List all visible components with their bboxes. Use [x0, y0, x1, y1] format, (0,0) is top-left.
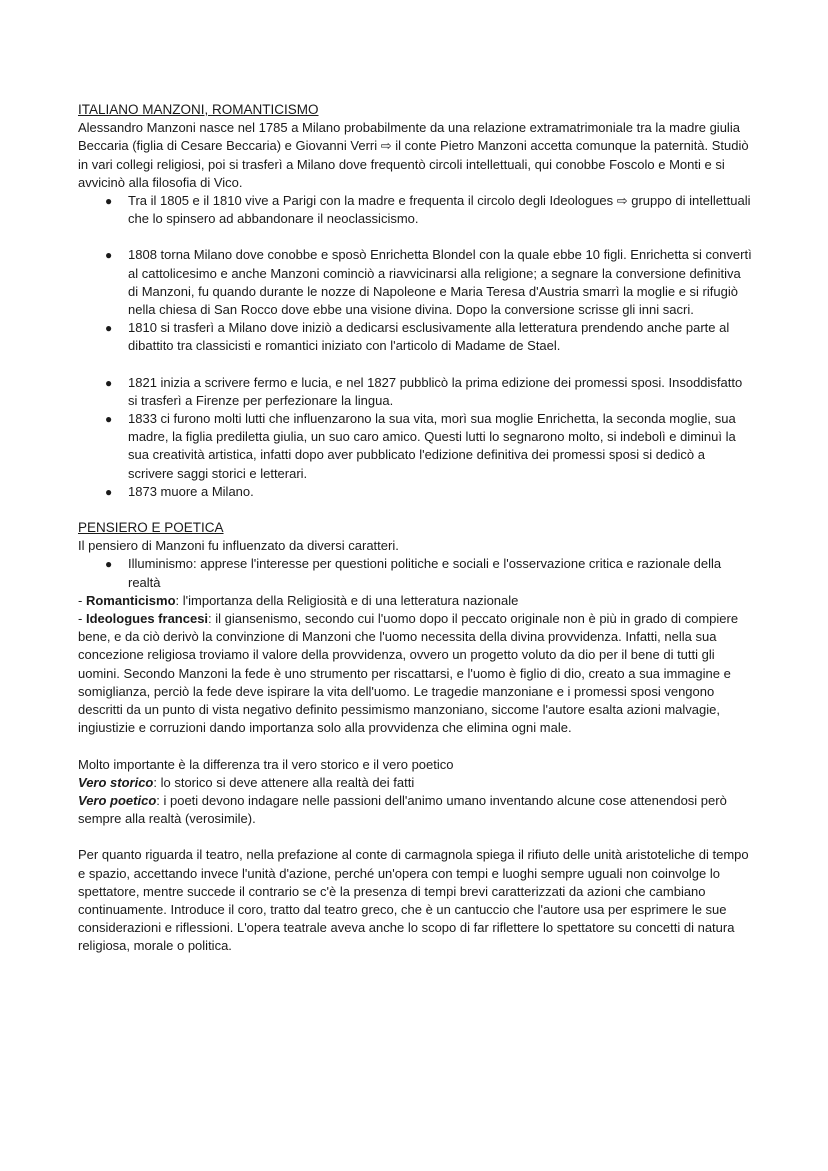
bio-list-3	[78, 374, 754, 501]
list-item: ● Tra il 1805 e il 1810 vive a Parigi con la madre e frequenta il circolo degli Ideologues ⇨ gruppo di intellettuali che lo spinsero ad abbandonare il neoclassicismo.	[105, 193, 751, 227]
bio-list-1	[78, 192, 754, 228]
vero-intro: Molto importante è la differenza tra il vero storico e il vero poetico	[78, 756, 454, 772]
vero-poetico-line: Vero poetico: i poeti devono indagare nelle passioni dell'animo umano inventando alcune cose attenendosi però sempre alla realtà (verosimile).	[78, 792, 727, 827]
influence-list	[78, 555, 754, 591]
bullet-icon: ●	[105, 321, 113, 336]
bullet-icon: ●	[105, 194, 113, 209]
list-item: ● 1873 muore a Milano.	[78, 483, 754, 501]
bullet-icon: ●	[105, 248, 113, 263]
list-item: ● 1821 inizia a scrivere fermo e lucia, e nel 1827 pubblicò la prima edizione dei promessi sposi. Insoddisfatto si trasferì a Firenze per perfezionare la lingua.	[105, 374, 743, 408]
list-item: ● 1833 ci furono molti lutti che influenzarono la sua vita, morì sua moglie Enrichetta, la seconda moglie, sua madre, la figlia prediletta giulia, un suo caro amico. Questi lutti lo segnarono molto, si indebolì e diminuì la sua creatività artistica, infatti dopo aver pubblicato l'edizione definitiva dei promessi sposi si dedicò a scrivere saggi storici e letterari.	[105, 411, 736, 481]
page-title: ITALIANO MANZONI, ROMANTICISMO	[78, 102, 319, 117]
romanticismo-line: - Romanticismo: l'importanza della Religiosità e di una letteratura nazionale	[78, 592, 519, 608]
list-item: ● 1808 torna Milano dove conobbe e sposò Enrichetta Blondel con la quale ebbe 10 figli. Enrichetta si convertì al cattolicesimo e anche Manzoni cominciò a riavvicinarsi alla religione; a segnare la conversione definitiva di Manzoni, fu quando durante le nozze di Napoleone e Maria Teresa d'Austria smarrì la moglie e si rifugiò nella chiesa di San Rocco dove ebbe una visione divina. Dopo la conversione scrisse gli inni sacri.	[105, 247, 752, 318]
bullet-icon: ●	[105, 375, 113, 390]
bullet-icon: ●	[105, 557, 113, 572]
ideologues-paragraph: - Ideologues francesi: il giansenismo, secondo cui l'uomo dopo il peccato originale non è più in grado di compiere bene, e da ciò derivò la convinzione di Manzoni che l'uomo necessita della divina provvidenza. Infatti, nella sua concezione religiosa troviamo il valore della provvidenza, ovvero un progetto voluto da dio per il bene di tutti gli uomini. Secondo Manzoni la fede è uno strumento per riscattarsi, e l'uomo è figlio di dio, creato a sua immagine e somiglianza, perciò la fede deve ispirare la vita dell'uomo. Le tragedie manzoniane e i promessi sposi vengono descritti da un punto di vista negativo definito pessimismo manzoniano, siccome l'autore esalta azioni malvagie, ingiustizie e corruzioni dando importanza solo alla provvidenza che elimina ogni male.	[78, 611, 739, 736]
document-body	[78, 101, 754, 956]
bullet-icon: ●	[105, 412, 113, 427]
teatro-paragraph: Per quanto riguarda il teatro, nella prefazione al conte di carmagnola spiega il rifiuto delle unità aristoteliche di tempo e spazio, accettando invece l'unità d'azione, perché un'opera con tempi e luoghi sempre uguali non coinvolge lo spettatore, mentre succede il contrario se c'è la presenza di tempi brevi caratterizzati da azioni che cambiano continuamente. Introduce il coro, tratto dal teatro greco, che è un cantuccio che l'autore usa per esprimere le sue considerazioni e riflessioni. L'opera teatrale aveva anche lo scopo di far riflettere lo spettatore su concetti di natura religiosa, morale o politica.	[78, 847, 749, 954]
bullet-icon: ●	[105, 484, 113, 499]
vero-storico-line: Vero storico: lo storico si deve attenere alla realtà dei fatti	[78, 774, 415, 790]
list-item: ● Illuminismo: apprese l'interesse per questioni politiche e sociali e l'osservazione critica e razionale della realtà	[105, 556, 722, 590]
section-intro: Il pensiero di Manzoni fu influenzato da diversi caratteri.	[78, 538, 399, 554]
list-item: ● 1810 si trasferì a Milano dove iniziò a dedicarsi esclusivamente alla letteratura prendendo anche parte al dibattito tra classicisti e romantici iniziato con l'articolo di Madame de Stael.	[105, 320, 730, 354]
bio-list-2	[78, 246, 754, 355]
section-heading: PENSIERO E POETICA	[78, 520, 224, 536]
intro-paragraph: Alessandro Manzoni nasce nel 1785 a Milano probabilmente da una relazione extramatrimoniale tra la madre giulia Beccaria (figlia di Cesare Beccaria) e Giovanni Verri ⇨ il conte Pietro Manzoni accetta comunque la paternità. Studiò in vari collegi religiosi, poi si trasferì a Milano dove frequentò circoli intellettuali, qui conobbe Foscolo e Monti e si avvicinò alla filosofia di Vico.	[78, 120, 749, 190]
